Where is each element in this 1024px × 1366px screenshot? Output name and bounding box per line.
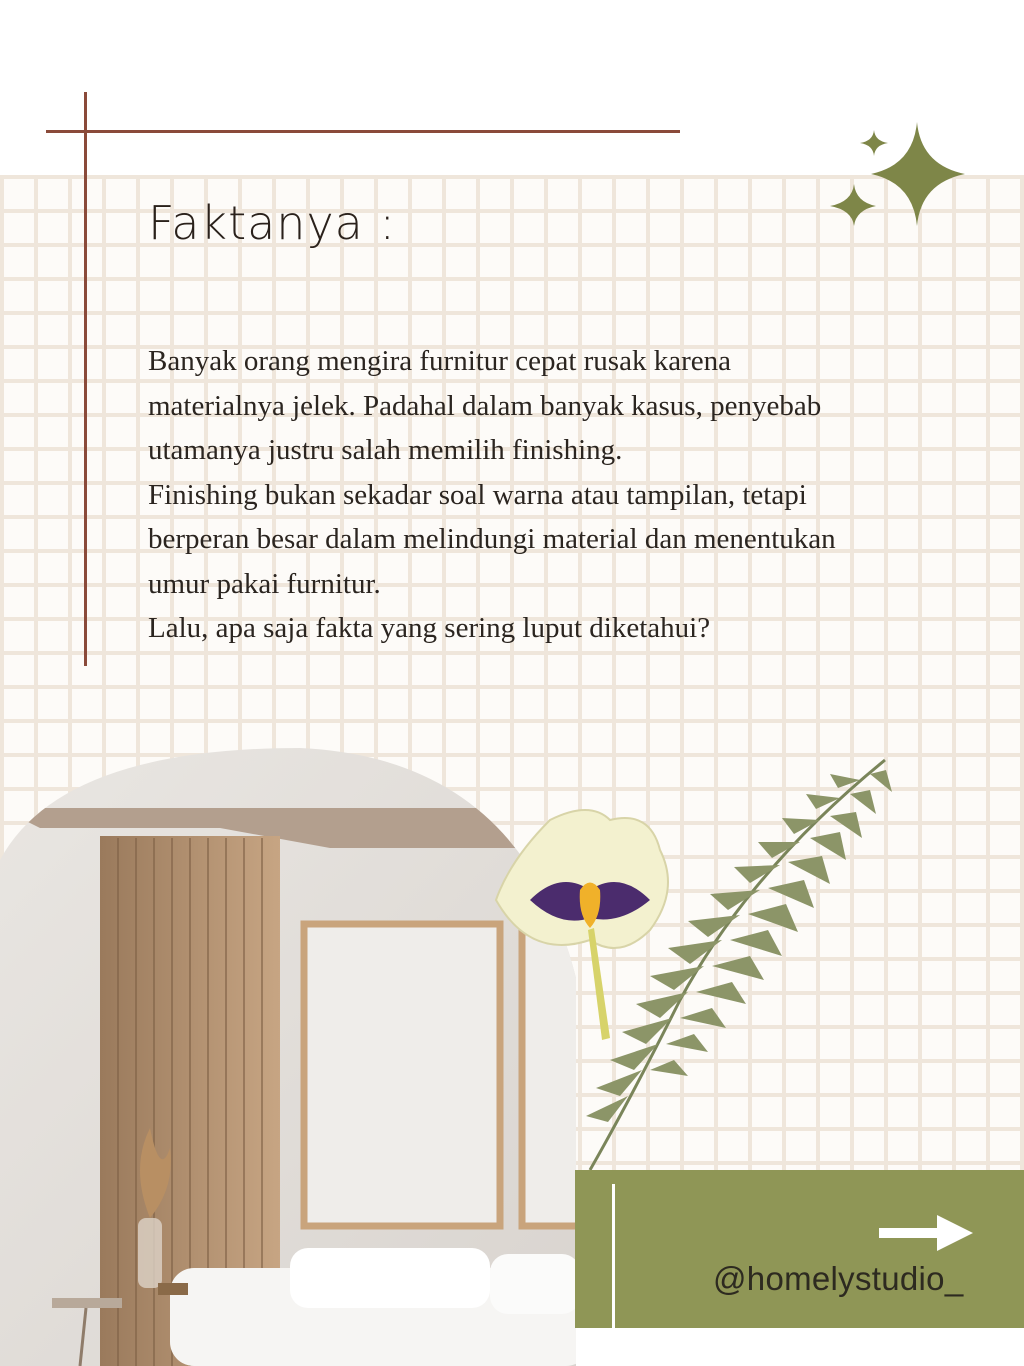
frame-line-horizontal [46, 130, 680, 133]
paragraph: Lalu, apa saja fakta yang sering luput diketahui? [148, 612, 711, 644]
page-title: Faktanya : [148, 196, 396, 250]
arrow-right-icon[interactable] [879, 1215, 973, 1251]
sparkle-icon [820, 118, 970, 228]
pressed-flower-fern [490, 750, 900, 1180]
social-handle[interactable]: @homelystudio_ [713, 1260, 964, 1297]
paragraph: Finishing bukan sekadar soal warna atau tampilan, tetapi berperan besar dalam melindungi material dan menentukan umur pakai furnitur. [148, 478, 836, 600]
banner-divider [612, 1184, 615, 1328]
footer-banner [575, 1170, 1024, 1328]
frame-line-vertical [84, 92, 87, 666]
paragraph: Banyak orang mengira furnitur cepat rusak karena materialnya jelek. Padahal dalam banyak kasus, penyebab utamanya justru salah memilih finishing. [148, 345, 822, 466]
body-text [148, 339, 888, 651]
